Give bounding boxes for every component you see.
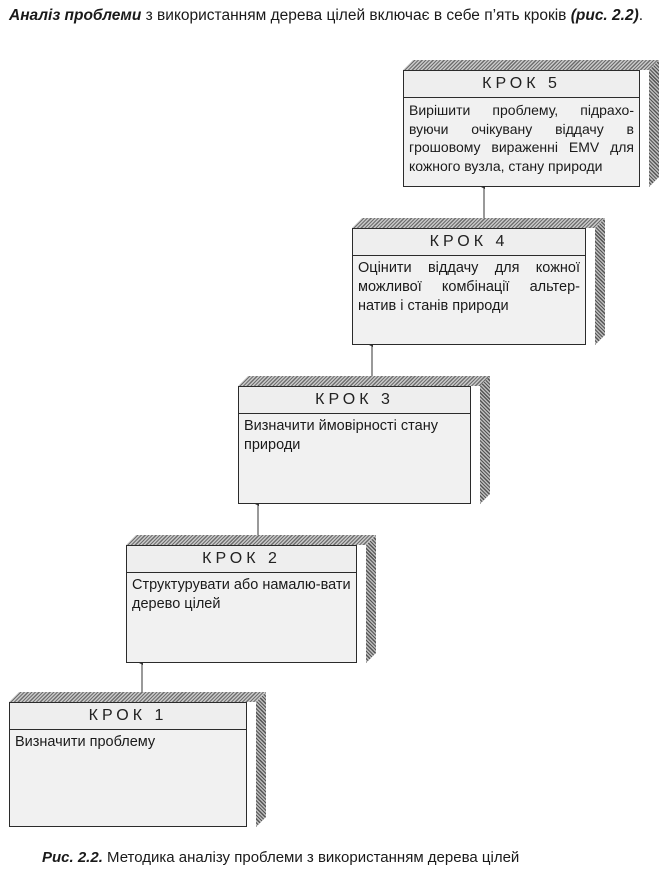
step-3-box <box>238 376 490 504</box>
step-3-side-face <box>480 376 490 504</box>
step-2-title: КРОК 2 <box>127 546 356 573</box>
step-5-side-face <box>649 60 659 187</box>
step-1-front <box>9 702 247 827</box>
step-2-box <box>126 535 376 663</box>
step-5-text: Вирішити проблему, підрахо-вуючи очікувану віддачу в грошовому вираженні EMV для кожного вузла, стану природи <box>409 102 634 174</box>
figure-caption <box>42 848 519 868</box>
step-4-top-face <box>352 218 605 228</box>
step-4-box <box>352 218 605 345</box>
caption-label: Рис. 2.2. <box>42 849 103 866</box>
step-4-front <box>352 228 586 345</box>
step-3-front <box>238 386 471 504</box>
intro-figure-ref: (рис. 2.2) <box>570 7 639 24</box>
step-2-top-face <box>126 535 376 545</box>
step-1-box <box>9 692 266 827</box>
intro-paragraph <box>9 4 659 28</box>
step-2-text: Структурувати або намалю-вати дерево цілей <box>132 577 351 612</box>
step-3-text: Визначити ймовірності стану природи <box>244 418 438 453</box>
step-5-box <box>403 60 659 187</box>
step-1-side-face <box>256 692 266 827</box>
intro-end: . <box>638 7 644 24</box>
step-3-top-face <box>238 376 490 386</box>
step-1-top-face <box>9 692 266 702</box>
step-5-front <box>403 70 640 187</box>
intro-text: з використанням дерева цілей включає в себе п’ять кроків <box>141 7 571 24</box>
step-3-title: КРОК 3 <box>239 387 470 414</box>
step-2-side-face <box>366 535 376 663</box>
caption-text: Методика аналізу проблеми з використанням дерева цілей <box>102 849 520 866</box>
step-5-top-face <box>403 60 659 70</box>
step-1-title: КРОК 1 <box>10 703 246 730</box>
step-1-text: Визначити проблему <box>15 734 156 750</box>
step-4-text: Оцінити віддачу для кожної можливої комбінації альтер-натив і станів природи <box>358 260 580 314</box>
step-4-side-face <box>595 218 605 345</box>
step-4-title: КРОК 4 <box>353 229 585 256</box>
step-5-title: КРОК 5 <box>404 71 639 98</box>
step-2-front <box>126 545 357 663</box>
intro-bold-term: Аналіз проблеми <box>9 7 142 24</box>
